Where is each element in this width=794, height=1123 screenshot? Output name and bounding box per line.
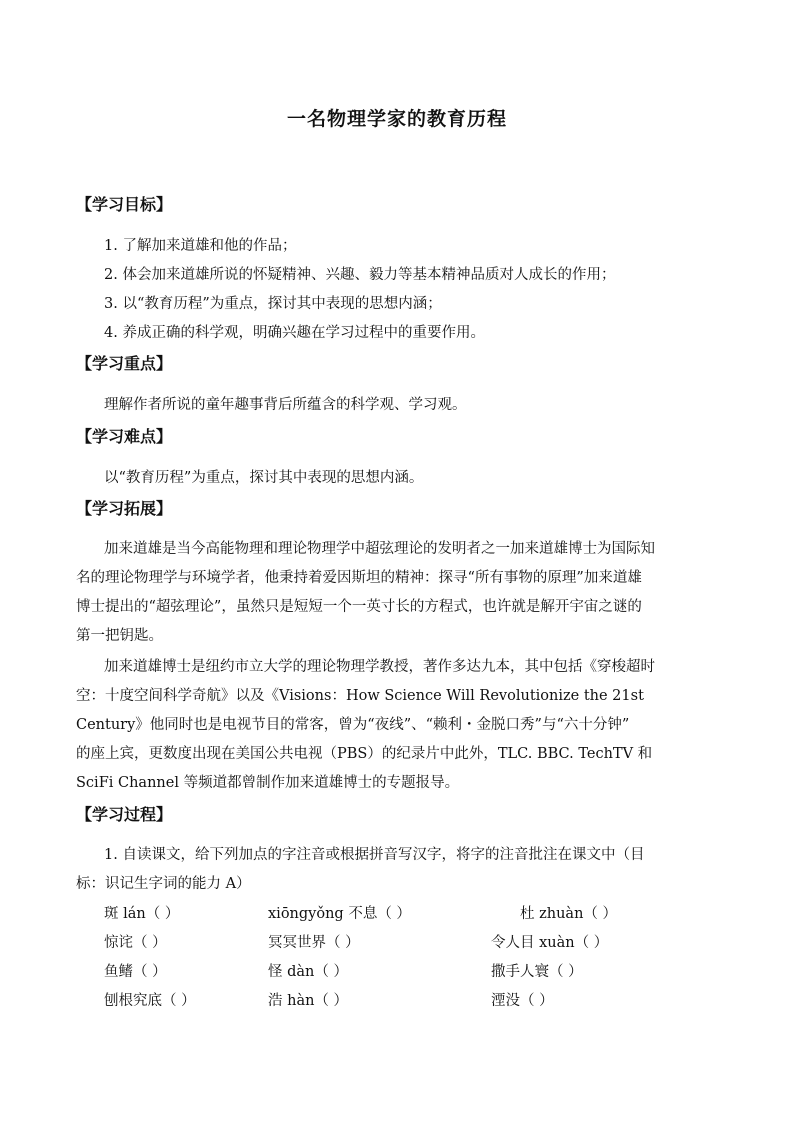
vocab-cell: 浩 hàn（ ） [268,993,349,1009]
key-points-text: 理解作者所说的童年趣事背后所蕴含的科学观、学习观。 [104,397,467,413]
extension-line: 博士提出的“超弦理论”，虽然只是短短一个一英寸长的方程式，也许就是解开宇宙之谜的 [76,599,642,615]
vocab-cell: 令人目 xuàn（ ） [491,935,609,951]
difficulties-heading: 【学习难点】 [76,427,173,446]
objective-item: 4. 养成正确的科学观，明确兴趣在学习过程中的重要作用。 [104,325,485,341]
process-heading: 【学习过程】 [76,805,173,824]
vocab-cell: 湮没（ ） [491,993,554,1009]
extension-line: 第一把钥匙。 [76,628,163,644]
process-intro-line: 标：识记生字词的能力 A） [76,876,251,892]
vocab-cell: 惊诧（ ） [104,935,167,951]
extension-line: 名的理论物理学与环境学者，他秉持着爱因斯坦的精神：探寻“所有事物的原理”加来道雄 [76,570,642,586]
vocab-cell: 冥冥世界（ ） [268,935,360,951]
vocab-cell: 鱼鳍（ ） [104,964,167,980]
vocab-cell: 刨根究底（ ） [104,993,196,1009]
extension-heading: 【学习拓展】 [76,499,173,518]
extension-line: 的座上宾，更数度出现在美国公共电视（PBS）的纪录片中此外，TLC. BBC. TechTV 和 [76,746,653,762]
objective-item: 3. 以“教育历程”为重点，探讨其中表现的思想内涵； [104,296,442,312]
objective-item: 1. 了解加来道雄和他的作品； [104,238,297,254]
extension-line: 加来道雄是当今高能物理和理论物理学中超弦理论的发明者之一加来道雄博士为国际知 [104,541,655,557]
extension-line: 加来道雄博士是纽约市立大学的理论物理学教授，著作多达九本，其中包括《穿梭超时 [104,659,655,675]
vocab-cell: xiōngyǒng 不息（ ） [268,906,411,922]
vocab-cell: 斑 lán（ ） [104,906,180,922]
vocab-cell: 撒手人寰（ ） [491,964,583,980]
key-points-heading: 【学习重点】 [76,354,173,373]
process-intro-line: 1. 自读课文，给下列加点的字注音或根据拼音写汉字，将字的注音批注在课文中（目 [104,847,645,863]
extension-line: Century》他同时也是电视节目的常客，曾为“夜线”、“赖利・金脱口秀”与“六十分钟” [76,717,630,733]
extension-line: SciFi Channel 等频道都曾制作加来道雄博士的专题报导。 [76,775,460,791]
objectives-heading: 【学习目标】 [76,195,173,214]
document-title: 一名物理学家的教育历程 [286,108,507,130]
extension-line: 空：十度空间科学奇航》以及《Visions：How Science Will Revolutionize the 21st [76,688,644,704]
objective-item: 2. 体会加来道雄所说的怀疑精神、兴趣、毅力等基本精神品质对人成长的作用； [104,267,616,283]
difficulties-text: 以“教育历程”为重点，探讨其中表现的思想内涵。 [104,470,424,486]
vocab-cell: 杜 zhuàn（ ） [520,906,618,922]
vocab-cell: 怪 dàn（ ） [268,964,348,980]
